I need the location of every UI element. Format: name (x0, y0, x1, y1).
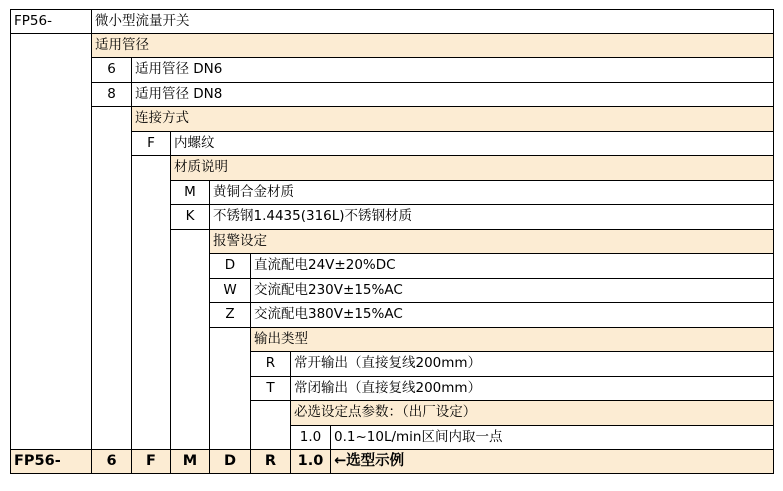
alarm-option-code: D (210, 254, 251, 279)
connection-section-header: 连接方式 (132, 107, 774, 132)
material-column-spacer (171, 230, 210, 451)
setpoint-section-header: 必选设定点参数：（出厂设定） (291, 401, 774, 426)
setpoint-option-desc: 0.1~10L/min区间内取一点 (331, 426, 774, 451)
pipe-column-spacer (92, 107, 132, 450)
output-option-desc: 常闭输出（直接复线200mm） (291, 377, 774, 402)
alarm-section-header: 报警设定 (210, 230, 774, 255)
alarm-option-code: W (210, 279, 251, 304)
model-prefix-label: FP56- (10, 9, 92, 34)
output-column-spacer (251, 401, 291, 450)
pipe-option-desc: 适用管径 DN6 (132, 58, 774, 83)
output-option-code: R (251, 352, 291, 377)
material-option-code: M (171, 181, 210, 206)
alarm-option-desc: 交流配电230V±15%AC (251, 279, 774, 304)
connection-option-desc: 内螺纹 (171, 132, 774, 157)
material-option-desc: 不锈钢1.4435(316L)不锈钢材质 (210, 205, 774, 230)
alarm-option-code: Z (210, 303, 251, 328)
example-code-2: F (132, 450, 171, 474)
pipe-option-code: 8 (92, 83, 132, 108)
connection-option-code: F (132, 132, 171, 157)
pipe-option-code: 6 (92, 58, 132, 83)
connection-column-spacer (132, 156, 171, 450)
material-option-desc: 黄铜合金材质 (210, 181, 774, 206)
prefix-column-spacer (10, 34, 92, 451)
example-code-1: 6 (92, 450, 132, 474)
output-option-code: T (251, 377, 291, 402)
setpoint-option-code: 1.0 (291, 426, 331, 451)
output-option-desc: 常开输出（直接复线200mm） (291, 352, 774, 377)
pipe-section-header: 适用管径 (92, 34, 774, 59)
example-code-0: FP56- (10, 450, 92, 474)
example-label: ←选型示例 (331, 450, 774, 474)
alarm-column-spacer (210, 328, 251, 451)
output-section-header: 输出类型 (251, 328, 774, 353)
alarm-option-desc: 直流配电24V±20%DC (251, 254, 774, 279)
example-code-4: D (210, 450, 251, 474)
pipe-option-desc: 适用管径 DN8 (132, 83, 774, 108)
example-code-6: 1.0 (291, 450, 331, 474)
product-name: 微小型流量开关 (92, 9, 774, 34)
example-code-3: M (171, 450, 210, 474)
material-option-code: K (171, 205, 210, 230)
example-code-5: R (251, 450, 291, 474)
alarm-option-desc: 交流配电380V±15%AC (251, 303, 774, 328)
material-section-header: 材质说明 (171, 156, 774, 181)
selection-table (10, 9, 774, 480)
